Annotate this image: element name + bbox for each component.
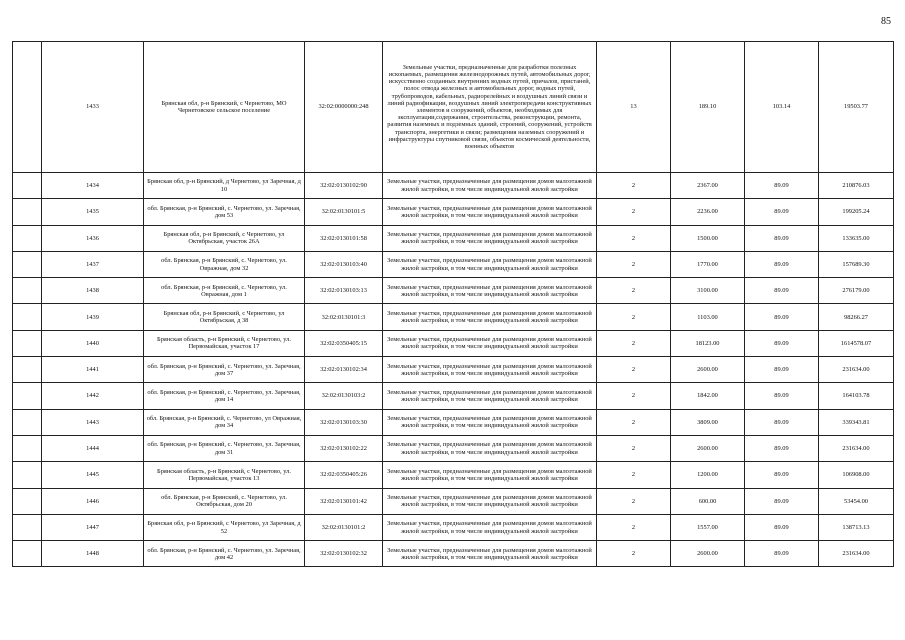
cadastral-number-cell: 32:02:0130102:90 (305, 173, 383, 199)
cadastral-number-cell: 32:02:0130102:34 (305, 357, 383, 383)
permitted-use-cell: Земельные участки, предназначенные для размещения домов малоэтажной жилой застройки, в том числе индивидуальной жилой застройки (383, 225, 597, 251)
table-row (13, 173, 894, 199)
address-cell: обл. Брянская, р-н Брянский, с. Чернетово, ул. Овражная, дом 1 (144, 278, 305, 304)
permitted-use-cell: Земельные участки, предназначенные для размещения домов малоэтажной жилой застройки, в том числе индивидуальной жилой застройки (383, 514, 597, 540)
cadastral-value-cell: 133635.00 (819, 225, 894, 251)
area-cell: 2600.00 (671, 435, 745, 461)
area-cell: 1770.00 (671, 251, 745, 277)
address-cell: Брянская область, р-н Брянский, с Чернетово, ул. Первомайская, участок 17 (144, 330, 305, 356)
specific-value-cell: 89.09 (745, 488, 819, 514)
address-cell: Брянская обл, р-н Брянский, с Чернетово, ул Октябрьская, участок 26А (144, 225, 305, 251)
specific-value-cell: 89.09 (745, 278, 819, 304)
cadastral-value-cell: 276179.00 (819, 278, 894, 304)
address-cell: обл. Брянская, р-н Брянский, с. Чернетово, ул. Заречная, дом 42 (144, 541, 305, 567)
row-number: 1436 (42, 225, 144, 251)
specific-value-cell: 103.14 (745, 42, 819, 173)
cadastral-value-cell: 231634.00 (819, 541, 894, 567)
table-row (13, 278, 894, 304)
cadastral-value-cell: 339343.81 (819, 409, 894, 435)
table-row (13, 330, 894, 356)
blank-cell (13, 251, 42, 277)
area-cell: 1500.00 (671, 225, 745, 251)
permitted-use-cell: Земельные участки, предназначенные для размещения домов малоэтажной жилой застройки, в том числе индивидуальной жилой застройки (383, 462, 597, 488)
cadastral-number-cell: 32:02:0350405:26 (305, 462, 383, 488)
blank-cell (13, 330, 42, 356)
group-code-cell: 2 (597, 199, 671, 225)
permitted-use-cell: Земельные участки, предназначенные для размещения домов малоэтажной жилой застройки, в том числе индивидуальной жилой застройки (383, 383, 597, 409)
area-cell: 600.00 (671, 488, 745, 514)
address-cell: обл. Брянская, р-н Брянский, с. Чернетово, ул. Октябрьская, дом 20 (144, 488, 305, 514)
specific-value-cell: 89.09 (745, 514, 819, 540)
area-cell: 2367.00 (671, 173, 745, 199)
area-cell: 189.10 (671, 42, 745, 173)
cadastral-value-cell: 164103.78 (819, 383, 894, 409)
row-number: 1439 (42, 304, 144, 330)
table-row (13, 541, 894, 567)
specific-value-cell: 89.09 (745, 357, 819, 383)
specific-value-cell: 89.09 (745, 173, 819, 199)
blank-cell (13, 42, 42, 173)
group-code-cell: 2 (597, 514, 671, 540)
row-number: 1441 (42, 357, 144, 383)
address-cell: Брянская обл, р-н Брянский, д Чернетово, ул Заречная, д 10 (144, 173, 305, 199)
permitted-use-cell: Земельные участки, предназначенные для размещения домов малоэтажной жилой застройки, в том числе индивидуальной жилой застройки (383, 541, 597, 567)
area-cell: 2600.00 (671, 541, 745, 567)
area-cell: 1842.00 (671, 383, 745, 409)
permitted-use-cell: Земельные участки, предназначенные для размещения домов малоэтажной жилой застройки, в том числе индивидуальной жилой застройки (383, 173, 597, 199)
group-code-cell: 2 (597, 462, 671, 488)
group-code-cell: 2 (597, 330, 671, 356)
group-code-cell: 2 (597, 488, 671, 514)
blank-cell (13, 514, 42, 540)
specific-value-cell: 89.09 (745, 462, 819, 488)
permitted-use-cell: Земельные участки, предназначенные для размещения домов малоэтажной жилой застройки, в том числе индивидуальной жилой застройки (383, 199, 597, 225)
group-code-cell: 13 (597, 42, 671, 173)
area-cell: 18123.00 (671, 330, 745, 356)
permitted-use-cell: Земельные участки, предназначенные для размещения домов малоэтажной жилой застройки, в том числе индивидуальной жилой застройки (383, 304, 597, 330)
page-number: 85 (881, 16, 891, 27)
address-cell: обл. Брянская, р-н Брянский, с. Чернетово, ул. Овражная, дом 32 (144, 251, 305, 277)
table-row (13, 435, 894, 461)
cadastral-value-cell: 98266.27 (819, 304, 894, 330)
row-number: 1435 (42, 199, 144, 225)
row-number: 1448 (42, 541, 144, 567)
cadastral-number-cell: 32:02:0130103:2 (305, 383, 383, 409)
table-row (13, 225, 894, 251)
row-number: 1442 (42, 383, 144, 409)
area-cell: 3809.00 (671, 409, 745, 435)
specific-value-cell: 89.09 (745, 199, 819, 225)
permitted-use-cell: Земельные участки, предназначенные для размещения домов малоэтажной жилой застройки, в том числе индивидуальной жилой застройки (383, 251, 597, 277)
cadastral-value-cell: 231634.00 (819, 435, 894, 461)
specific-value-cell: 89.09 (745, 304, 819, 330)
area-cell: 1200.00 (671, 462, 745, 488)
group-code-cell: 2 (597, 225, 671, 251)
cadastral-value-cell: 199205.24 (819, 199, 894, 225)
area-cell: 1557.00 (671, 514, 745, 540)
blank-cell (13, 409, 42, 435)
cadastral-number-cell: 32:02:0130103:13 (305, 278, 383, 304)
address-cell: обл. Брянская, р-н Брянский, с. Чернетово, ул. Заречная, дом 14 (144, 383, 305, 409)
cadastral-number-cell: 32:02:0130101:58 (305, 225, 383, 251)
cadastral-number-cell: 32:02:0000000:248 (305, 42, 383, 173)
address-cell: Брянская обл, р-н Брянский, с Чернетово, ул Октябрьская, д 38 (144, 304, 305, 330)
blank-cell (13, 199, 42, 225)
blank-cell (13, 357, 42, 383)
blank-cell (13, 541, 42, 567)
cadastral-number-cell: 32:02:0130101:42 (305, 488, 383, 514)
table-row (13, 304, 894, 330)
address-cell: обл. Брянская, р-н Брянский, с. Чернетово, ул. Заречная, дом 31 (144, 435, 305, 461)
blank-cell (13, 383, 42, 409)
group-code-cell: 2 (597, 541, 671, 567)
cadastral-value-cell: 210876.03 (819, 173, 894, 199)
specific-value-cell: 89.09 (745, 409, 819, 435)
specific-value-cell: 89.09 (745, 225, 819, 251)
area-cell: 2236.00 (671, 199, 745, 225)
cadastral-value-cell: 231634.00 (819, 357, 894, 383)
group-code-cell: 2 (597, 409, 671, 435)
row-number: 1443 (42, 409, 144, 435)
row-number: 1446 (42, 488, 144, 514)
blank-cell (13, 225, 42, 251)
permitted-use-cell: Земельные участки, предназначенные для размещения домов малоэтажной жилой застройки, в том числе индивидуальной жилой застройки (383, 409, 597, 435)
permitted-use-cell: Земельные участки, предназначенные для размещения домов малоэтажной жилой застройки, в том числе индивидуальной жилой застройки (383, 488, 597, 514)
specific-value-cell: 89.09 (745, 435, 819, 461)
address-cell: Брянская обл, р-н Брянский, с Чернетово, ул Заречная, д 52 (144, 514, 305, 540)
row-number: 1447 (42, 514, 144, 540)
blank-cell (13, 304, 42, 330)
area-cell: 3100.00 (671, 278, 745, 304)
group-code-cell: 2 (597, 383, 671, 409)
permitted-use-cell: Земельные участки, предназначенные для разработки полезных ископаемых, размещения железнодорожных путей, автомобильных дорог, искусственно созданных внутренних водных путей, причалов, пристаней, полос отвода железных и автомобильных дорог, водных путей, трубопроводов, кабельных, радиорелейных и воздушных линий связи и линий радиофикации, воздушных линий электропередачи конструктивных элементов и сооружений, объектов, необходимых для эксплуатации,содержания, строительства, реконструкции, ремонта, развития наземных и подземных зданий, строений, сооружений, устройств транспорта, энергетики и связи; размещения наземных сооружений и инфраструктуры спутниковой связи, объектов космической деятельности, военных объектов (383, 42, 597, 173)
group-code-cell: 2 (597, 435, 671, 461)
group-code-cell: 2 (597, 278, 671, 304)
group-code-cell: 2 (597, 304, 671, 330)
cadastral-value-cell: 1614578.07 (819, 330, 894, 356)
table-row (13, 409, 894, 435)
address-cell: обл. Брянская, р-н Брянский, с. Чернетово, ул Овражная, дом 34 (144, 409, 305, 435)
table-row (13, 488, 894, 514)
area-cell: 2600.00 (671, 357, 745, 383)
permitted-use-cell: Земельные участки, предназначенные для размещения домов малоэтажной жилой застройки, в том числе индивидуальной жилой застройки (383, 278, 597, 304)
group-code-cell: 2 (597, 251, 671, 277)
land-registry-table (12, 41, 894, 567)
blank-cell (13, 435, 42, 461)
permitted-use-cell: Земельные участки, предназначенные для размещения домов малоэтажной жилой застройки, в том числе индивидуальной жилой застройки (383, 330, 597, 356)
blank-cell (13, 462, 42, 488)
cadastral-value-cell: 19503.77 (819, 42, 894, 173)
table-row (13, 357, 894, 383)
cadastral-value-cell: 157689.30 (819, 251, 894, 277)
cadastral-number-cell: 32:02:0130102:22 (305, 435, 383, 461)
table-row (13, 383, 894, 409)
cadastral-number-cell: 32:02:0130102:32 (305, 541, 383, 567)
row-number: 1438 (42, 278, 144, 304)
blank-cell (13, 488, 42, 514)
cadastral-value-cell: 106908.00 (819, 462, 894, 488)
table-body (13, 42, 894, 567)
group-code-cell: 2 (597, 357, 671, 383)
cadastral-value-cell: 138713.13 (819, 514, 894, 540)
row-number: 1434 (42, 173, 144, 199)
row-number: 1445 (42, 462, 144, 488)
cadastral-number-cell: 32:02:0350405:15 (305, 330, 383, 356)
cadastral-number-cell: 32:02:0130101:5 (305, 199, 383, 225)
permitted-use-cell: Земельные участки, предназначенные для размещения домов малоэтажной жилой застройки, в том числе индивидуальной жилой застройки (383, 357, 597, 383)
row-number: 1444 (42, 435, 144, 461)
blank-cell (13, 278, 42, 304)
cadastral-number-cell: 32:02:0130103:40 (305, 251, 383, 277)
group-code-cell: 2 (597, 173, 671, 199)
cadastral-number-cell: 32:02:0130103:30 (305, 409, 383, 435)
address-cell: обл. Брянская, р-н Брянский, с. Чернетово, ул. Заречная, дом 53 (144, 199, 305, 225)
cadastral-value-cell: 53454.00 (819, 488, 894, 514)
blank-cell (13, 173, 42, 199)
row-number: 1433 (42, 42, 144, 173)
row-number: 1437 (42, 251, 144, 277)
specific-value-cell: 89.09 (745, 251, 819, 277)
cadastral-number-cell: 32:02:0130101:3 (305, 304, 383, 330)
area-cell: 1103.00 (671, 304, 745, 330)
address-cell: обл. Брянская, р-н Брянский, с. Чернетово, ул. Заречная, дом 37 (144, 357, 305, 383)
cadastral-number-cell: 32:02:0130101:2 (305, 514, 383, 540)
table-row (13, 462, 894, 488)
specific-value-cell: 89.09 (745, 330, 819, 356)
table-row (13, 251, 894, 277)
address-cell: Брянская обл, р-н Брянский, с Чернетово, МО Чернетовское сельское поселение (144, 42, 305, 173)
specific-value-cell: 89.09 (745, 541, 819, 567)
row-number: 1440 (42, 330, 144, 356)
address-cell: Брянская область, р-н Брянский, с Чернетово, ул. Первомайская, участок 13 (144, 462, 305, 488)
specific-value-cell: 89.09 (745, 383, 819, 409)
permitted-use-cell: Земельные участки, предназначенные для размещения домов малоэтажной жилой застройки, в том числе индивидуальной жилой застройки (383, 435, 597, 461)
table-row (13, 199, 894, 225)
table-row (13, 514, 894, 540)
table-row (13, 42, 894, 173)
